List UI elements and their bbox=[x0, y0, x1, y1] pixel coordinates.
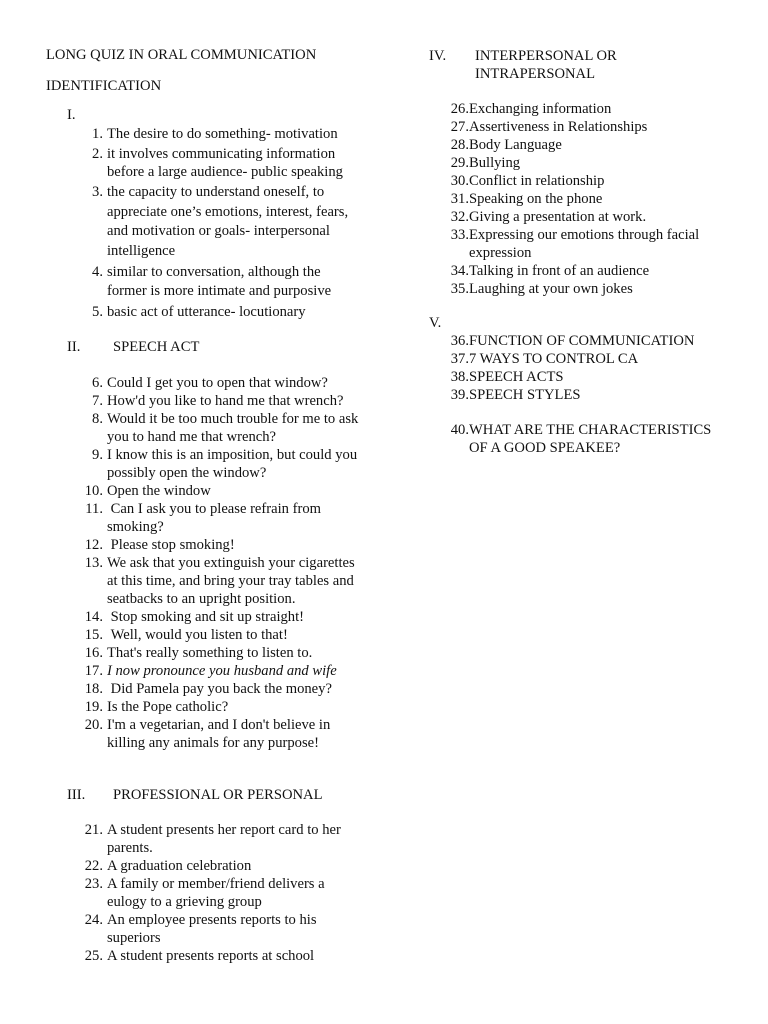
item-number: 38. bbox=[450, 369, 469, 385]
item-number: 18. bbox=[84, 681, 103, 697]
item-number: 17. bbox=[84, 663, 103, 679]
item-number: 22. bbox=[84, 858, 103, 874]
item-number: 37. bbox=[450, 351, 469, 367]
list-item bbox=[86, 125, 361, 143]
item-number: 4. bbox=[92, 264, 103, 280]
section-3-list bbox=[86, 821, 366, 965]
section-2-list bbox=[86, 374, 366, 752]
list-item bbox=[86, 875, 366, 911]
list-item bbox=[448, 118, 748, 136]
item-text: Body Language bbox=[469, 137, 562, 153]
item-number: 12. bbox=[84, 537, 103, 553]
list-item bbox=[86, 716, 366, 752]
item-text: basic act of utterance- locutionary bbox=[107, 304, 306, 320]
item-text: Can I ask you to please refrain from smoking? bbox=[107, 501, 325, 535]
item-number: 27. bbox=[450, 119, 469, 135]
item-number: 24. bbox=[84, 912, 103, 928]
item-text: A student presents reports at school bbox=[107, 948, 315, 964]
item-number: 40. bbox=[450, 422, 469, 438]
item-text: Is the Pope catholic? bbox=[107, 699, 229, 715]
item-number: 39. bbox=[450, 387, 469, 403]
item-text: Bullying bbox=[469, 155, 521, 171]
section-4-heading-line1: INTERPERSONAL OR bbox=[475, 48, 617, 64]
item-text: WHAT ARE THE CHARACTERISTICS OF A GOOD SPEAKEE? bbox=[469, 422, 712, 456]
item-text: SPEECH ACTS bbox=[469, 369, 564, 385]
list-item bbox=[86, 482, 366, 500]
quiz-title: LONG QUIZ IN ORAL COMMUNICATION bbox=[46, 47, 317, 63]
section-2-numeral: II. bbox=[67, 339, 81, 355]
list-item bbox=[86, 500, 366, 536]
list-item bbox=[448, 368, 748, 386]
list-item bbox=[448, 280, 748, 298]
item-number: 23. bbox=[84, 876, 103, 892]
item-text: I now pronounce you husband and wife bbox=[107, 663, 337, 679]
list-item bbox=[448, 226, 748, 262]
item-text: the capacity to understand oneself, to appreciate one’s emotions, interest, fears, and motivation or goals- interpersonal intelligence bbox=[107, 184, 349, 259]
section-1-numeral: I. bbox=[67, 107, 76, 123]
item-text: SPEECH STYLES bbox=[469, 387, 581, 403]
item-text: Would it be too much trouble for me to ask you to hand me that wrench? bbox=[107, 411, 359, 445]
item-text: Well, would you listen to that! bbox=[107, 627, 288, 643]
item-number: 25. bbox=[84, 948, 103, 964]
item-number: 14. bbox=[84, 609, 103, 625]
section-3-heading: PROFESSIONAL OR PERSONAL bbox=[113, 787, 323, 803]
list-item bbox=[448, 100, 748, 118]
list-item bbox=[86, 392, 366, 410]
item-number: 10. bbox=[84, 483, 103, 499]
item-text: That's really something to listen to. bbox=[107, 645, 313, 661]
item-text: it involves communicating information before a large audience- public speaking bbox=[107, 146, 343, 180]
item-text: FUNCTION OF COMMUNICATION bbox=[469, 333, 695, 349]
item-number: 32. bbox=[450, 209, 469, 225]
item-number: 29. bbox=[450, 155, 469, 171]
list-item bbox=[86, 626, 366, 644]
item-text: Please stop smoking! bbox=[107, 537, 235, 553]
item-text: similar to conversation, although the former is more intimate and purposive bbox=[107, 264, 332, 299]
section-4-heading-line2: INTRAPERSONAL bbox=[475, 66, 595, 82]
item-text: 7 WAYS TO CONTROL CA bbox=[469, 351, 639, 367]
item-text: Speaking on the phone bbox=[469, 191, 603, 207]
item-text: Talking in front of an audience bbox=[469, 263, 650, 279]
item-number: 2. bbox=[92, 146, 103, 162]
item-text: How'd you like to hand me that wrench? bbox=[107, 393, 344, 409]
section-1-list bbox=[86, 125, 361, 321]
list-item bbox=[86, 536, 366, 554]
section-5-numeral: V. bbox=[429, 315, 442, 331]
item-text: A student presents her report card to her parents. bbox=[107, 822, 341, 856]
list-item bbox=[448, 208, 748, 226]
item-text: A graduation celebration bbox=[107, 858, 252, 874]
list-item bbox=[448, 262, 748, 280]
list-item bbox=[86, 911, 366, 947]
item-number: 15. bbox=[84, 627, 103, 643]
list-item bbox=[86, 303, 361, 321]
item-number: 19. bbox=[84, 699, 103, 715]
list-item bbox=[448, 154, 748, 172]
test-type-heading: IDENTIFICATION bbox=[46, 78, 162, 94]
list-item bbox=[86, 145, 361, 181]
item-text: I'm a vegetarian, and I don't believe in killing any animals for any purpose! bbox=[107, 717, 331, 751]
item-number: 7. bbox=[92, 393, 103, 409]
list-item bbox=[86, 662, 366, 680]
item-number: 6. bbox=[92, 375, 103, 391]
item-number: 8. bbox=[92, 411, 103, 427]
item-number: 11. bbox=[85, 501, 103, 517]
list-item bbox=[86, 374, 366, 392]
item-number: 1. bbox=[92, 126, 103, 142]
item-text: An employee presents reports to his superiors bbox=[107, 912, 317, 946]
list-item bbox=[448, 386, 748, 404]
list-item bbox=[86, 680, 366, 698]
list-item bbox=[448, 350, 748, 368]
item-number: 30. bbox=[450, 173, 469, 189]
list-item bbox=[86, 698, 366, 716]
item-number: 36. bbox=[450, 333, 469, 349]
section-3-numeral: III. bbox=[67, 787, 86, 803]
item-text: Exchanging information bbox=[469, 101, 612, 117]
list-item bbox=[86, 644, 366, 662]
list-item bbox=[448, 136, 748, 154]
list-item bbox=[86, 263, 361, 301]
item-number: 21. bbox=[84, 822, 103, 838]
item-number: 28. bbox=[450, 137, 469, 153]
list-item bbox=[86, 554, 366, 608]
item-text: Did Pamela pay you back the money? bbox=[107, 681, 332, 697]
item-text: Stop smoking and sit up straight! bbox=[107, 609, 305, 625]
list-item bbox=[86, 183, 361, 261]
list-item bbox=[448, 190, 748, 208]
item-text: Could I get you to open that window? bbox=[107, 375, 328, 391]
list-item bbox=[86, 821, 366, 857]
item-text: Expressing our emotions through facial expression bbox=[469, 227, 700, 261]
list-item bbox=[448, 332, 748, 350]
item-number: 9. bbox=[92, 447, 103, 463]
item-number: 26. bbox=[450, 101, 469, 117]
item-number: 33. bbox=[450, 227, 469, 243]
item-text: We ask that you extinguish your cigarettes at this time, and bring your tray tables and seatbacks to an upright position. bbox=[107, 555, 355, 607]
section-4-numeral: IV. bbox=[429, 48, 447, 64]
item-text: A family or member/friend delivers a eulogy to a grieving group bbox=[107, 876, 325, 910]
item-text: Giving a presentation at work. bbox=[469, 209, 647, 225]
item-text: Assertiveness in Relationships bbox=[469, 119, 648, 135]
list-item bbox=[86, 410, 366, 446]
list-item bbox=[86, 947, 366, 965]
item-number: 5. bbox=[92, 304, 103, 320]
item-number: 13. bbox=[84, 555, 103, 571]
list-item bbox=[86, 608, 366, 626]
item-text: Open the window bbox=[107, 483, 211, 499]
section-4-list bbox=[448, 100, 748, 298]
section-5-list bbox=[448, 332, 748, 457]
item-number: 20. bbox=[84, 717, 103, 733]
item-number: 35. bbox=[450, 281, 469, 297]
list-item bbox=[86, 857, 366, 875]
list-item bbox=[448, 421, 748, 457]
item-text: I know this is an imposition, but could you possibly open the window? bbox=[107, 447, 358, 481]
item-text: Conflict in relationship bbox=[469, 173, 605, 189]
item-number: 16. bbox=[84, 645, 103, 661]
list-item bbox=[448, 172, 748, 190]
item-number: 3. bbox=[92, 184, 103, 200]
list-item bbox=[86, 446, 366, 482]
item-text: The desire to do something- motivation bbox=[107, 126, 338, 142]
item-text: Laughing at your own jokes bbox=[469, 281, 633, 297]
item-number: 34. bbox=[450, 263, 469, 279]
item-number: 31. bbox=[450, 191, 469, 207]
section-2-heading: SPEECH ACT bbox=[113, 339, 200, 355]
